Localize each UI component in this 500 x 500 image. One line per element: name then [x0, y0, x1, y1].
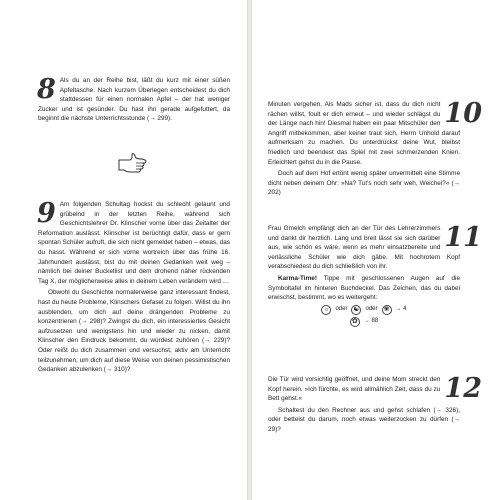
section-9-paragraph-1: Am folgenden Schultag hockst du schlecht gelaunt und grübelnd in der letzten Reihe, während sich Geschichtslehrer Dr. Klinscher vorne über das Zeitalter der Reformation auslässt. Klinscher ist berüchtigt dafür, dass er gern spontan Schüler aufruft, die sich nicht gemeldet haben – etwas, das du hasst. Während er sich vorne wortreich über das frühe 16. Jahrhundert auslässt, bist du mit deinen Gedanken weit weg – nämlich bei deiner Bucketlist und dem drohend näher rückenden Tag X, der möglicherweise alles in deinem Leben verändern wird … — [38, 201, 230, 285]
karma-symbol-row-2 — [268, 317, 460, 327]
section-9 — [38, 200, 230, 377]
pointing-hand-icon — [116, 148, 148, 178]
karma-time-label: Karma-Time! — [278, 274, 317, 282]
section-12-paragraph-1: Die Tür wird vorsichtig geöffnet, und deine Mom streckt den Kopf herein. »Ich fürchte, es wird allmählich Zeit, dass du zu Bett gehst.« — [268, 376, 441, 403]
section-10-paragraph-1: Minuten vergehen. Als Mads sicher ist, dass du dich nicht rächen willst, foult er dich erneut – und wieder schlägst du der Länge nach hin! Diesmal haben ein paar Mitschüler den Angriff mitbekommen, aber keiner traut sich, Herrn Unhold darauf aufmerksam zu machen. Du unterdrückst deine Wut, bleibst friedlich und beendest das Spiel mit zwei schmerzenden Knien. Erleichtert gehst du in die Pause. — [268, 101, 460, 166]
section-12 — [268, 373, 482, 437]
karma-symbol-row-1 — [268, 305, 460, 315]
section-11-paragraph-1: Frau Gmelch empfängt dich an der Tür des Lehrerzimmers und dankt dir herzlich. Lang und breit lässt sie sich darüber aus, wie schön es wäre, wenn es mehr einsatzbereite und verlässliche Schüler wie dich gäbe. Mit hochrotem Kopf verabschiedest du dich schließlich von ihr. — [268, 225, 460, 271]
section-number-9: 9 — [37, 198, 56, 229]
section-9-paragraph-2: Obwohl du Geschichte normalerweise ganz interessant findest, hast du heute Probleme, Klinschers Gefasel zu folgen. Willst du ihn ausblenden, um dich auf deine drängenden Probleme zu konzentrieren (→ 298)? Zwingst du dich, ein interessiertes Gesicht aufzusetzen und wenigstens hin und wieder zu nicken, damit Klinscher den Eindruck bekommt, du würdest zuhören (→ 229)? Oder reißt du dich zusammen und versuchst, aktiv am Unterricht teilzunehmen, um dich auf diese Weise von deinen pessimistischen Gedanken abzulenken (→ 310)? — [38, 289, 230, 374]
section-12-paragraph-2: Schaltest du den Rechner aus und gehst schlafen (→ 326), oder bettelst du darum, noch etwas weiterzocken zu dürfen (→ 29)? — [268, 406, 460, 433]
section-8 — [38, 76, 230, 126]
left-page — [0, 0, 247, 500]
yin-yang-symbol-icon: ☯ — [353, 305, 360, 313]
karma-or-2: oder — [365, 305, 378, 312]
section-number-11: 11 — [444, 222, 482, 253]
karma-target-88: → 88 — [363, 317, 379, 324]
flower-symbol-icon: ✿ — [350, 317, 360, 327]
section-11 — [268, 222, 482, 329]
lotus-symbol-icon: ❀ — [382, 305, 392, 315]
section-number-12: 12 — [444, 373, 482, 404]
karma-or-1: oder — [335, 305, 348, 312]
section-10 — [268, 98, 482, 200]
section-number-8: 8 — [37, 74, 56, 105]
section-11-paragraph-2 — [268, 274, 460, 303]
right-page — [252, 0, 500, 500]
section-number-10: 10 — [444, 98, 482, 129]
karma-target-4: → 4 — [395, 305, 407, 312]
section-10-paragraph-2: Doch auf dem Hof ertönt wenig später unvermittelt eine Stimme dicht neben deinem Ohr: »Na? Tut's noch sehr weh, Weichei?« (→ 202) — [268, 170, 460, 197]
section-8-text: Als du an der Reihe bist, läßt du kurz mit einer süßen Apfeltasche. Nach kurzem Überlegen entscheidest du dich stattdessen für einen normalen Apfel – der hat weniger Zucker und ist gesünder. Du hast ihn gerade aufgefuttert, da beginnt die nächste Unterrichtsstunde (→ 299). — [38, 77, 230, 123]
karma-time-text: Tippe mit geschlossenen Augen auf die Symboltafel im hinteren Buchdeckel. Das Zeichen, das du dabei erwischst, bestimmt, wo es weitergeht: — [268, 274, 460, 302]
sun-symbol-icon: ☼ — [323, 305, 330, 313]
